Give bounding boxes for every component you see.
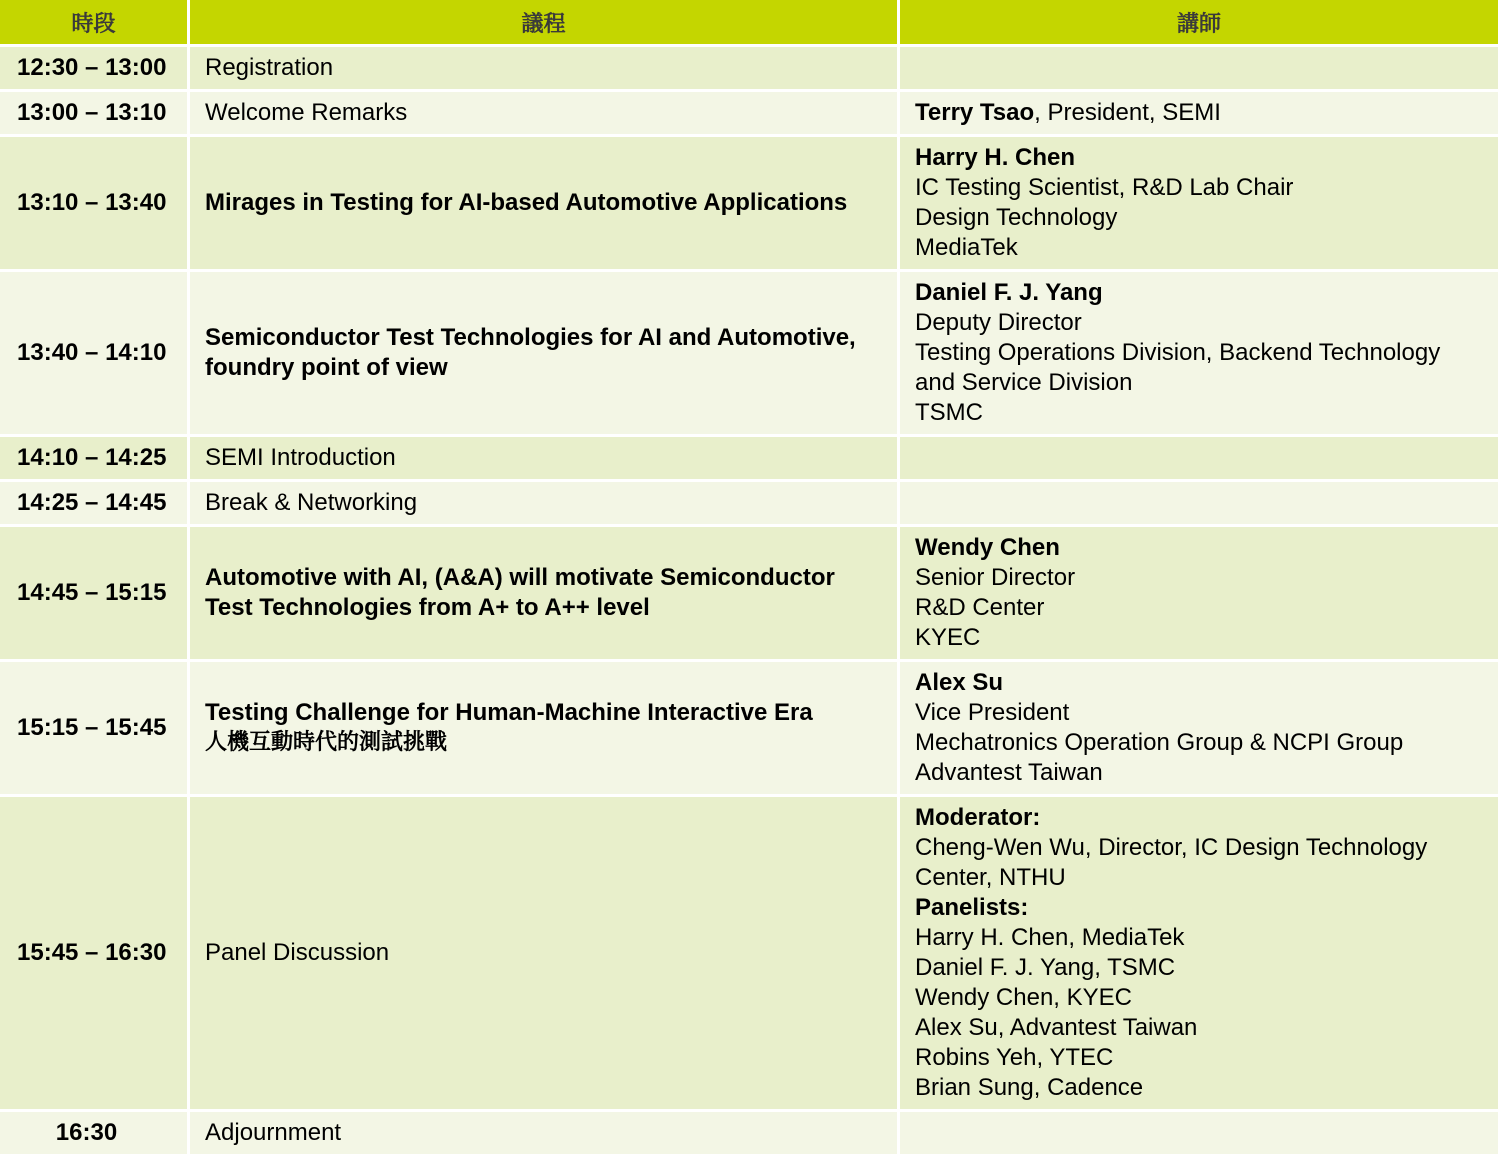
speaker-line: Testing Operations Division, Backend Technology and Service Division	[915, 339, 1441, 396]
table-row	[0, 437, 1498, 482]
panelist-item: Alex Su, Advantest Taiwan	[915, 1014, 1198, 1041]
speaker-line: Mechatronics Operation Group & NCPI Group	[915, 729, 1404, 756]
speaker-line: Vice President	[915, 699, 1070, 726]
time-cell: 14:25 – 14:45	[0, 482, 190, 527]
speaker-line: R&D Center	[915, 594, 1045, 621]
header-agenda: 議程	[190, 0, 900, 47]
table-row	[0, 482, 1498, 527]
panelist-item: Wendy Chen, KYEC	[915, 984, 1132, 1011]
table-row	[0, 527, 1498, 662]
speaker-line: Senior Director	[915, 564, 1076, 591]
agenda-cell: Automotive with AI, (A&A) will motivate Semiconductor Test Technologies from A+ to A++ level	[190, 527, 900, 662]
speaker-cell	[900, 1112, 1498, 1157]
agenda-title: Testing Challenge for Human-Machine Interactive Era	[205, 699, 813, 726]
speaker-name: Terry Tsao	[915, 99, 1035, 126]
speaker-line: IC Testing Scientist, R&D Lab Chair	[915, 174, 1294, 201]
agenda-cell: Mirages in Testing for AI-based Automotive Applications	[190, 137, 900, 272]
speaker-cell	[900, 137, 1498, 272]
table-row	[0, 272, 1498, 437]
time-cell: 16:30	[0, 1112, 190, 1157]
moderator-text: Cheng-Wen Wu, Director, IC Design Technology Center, NTHU	[915, 834, 1428, 891]
panelist-item: Daniel F. J. Yang, TSMC	[915, 954, 1176, 981]
time-cell: 15:15 – 15:45	[0, 662, 190, 797]
speaker-cell	[900, 527, 1498, 662]
agenda-cell: Semiconductor Test Technologies for AI and Automotive, foundry point of view	[190, 272, 900, 437]
agenda-cell: Registration	[190, 47, 900, 92]
panelists-label: Panelists:	[915, 894, 1029, 921]
panelist-item: Brian Sung, Cadence	[915, 1074, 1144, 1101]
agenda-cell: Break & Networking	[190, 482, 900, 527]
agenda-title-zh: 人機互動時代的測試挑戰	[205, 730, 448, 755]
speaker-cell	[900, 272, 1498, 437]
speaker-line: MediaTek	[915, 234, 1018, 261]
speaker-cell	[900, 47, 1498, 92]
speaker-title: , President, SEMI	[1034, 99, 1221, 126]
speaker-name: Harry H. Chen	[915, 144, 1076, 171]
time-cell: 13:00 – 13:10	[0, 92, 190, 137]
speaker-line: Advantest Taiwan	[915, 759, 1103, 786]
speaker-cell	[900, 482, 1498, 527]
speaker-cell	[900, 797, 1498, 1112]
time-cell: 12:30 – 13:00	[0, 47, 190, 92]
agenda-cell: Panel Discussion	[190, 797, 900, 1112]
table-row	[0, 797, 1498, 1112]
speaker-line: KYEC	[915, 624, 981, 651]
time-cell: 14:45 – 15:15	[0, 527, 190, 662]
time-cell: 15:45 – 16:30	[0, 797, 190, 1112]
agenda-cell: Welcome Remarks	[190, 92, 900, 137]
speaker-name: Alex Su	[915, 669, 1004, 696]
speaker-line: Design Technology	[915, 204, 1118, 231]
time-cell: 13:40 – 14:10	[0, 272, 190, 437]
panelist-item: Robins Yeh, YTEC	[915, 1044, 1114, 1071]
table-row	[0, 92, 1498, 137]
table-row	[0, 1112, 1498, 1157]
speaker-line: TSMC	[915, 399, 983, 426]
panelist-item: Harry H. Chen, MediaTek	[915, 924, 1185, 951]
header-time: 時段	[0, 0, 190, 47]
speaker-name: Wendy Chen	[915, 534, 1060, 561]
agenda-cell: SEMI Introduction	[190, 437, 900, 482]
speaker-cell	[900, 92, 1498, 137]
speaker-line: Deputy Director	[915, 309, 1082, 336]
agenda-cell	[190, 662, 900, 797]
table-row	[0, 47, 1498, 92]
moderator-label: Moderator:	[915, 804, 1041, 831]
table-row	[0, 137, 1498, 272]
header-speaker: 講師	[900, 0, 1498, 47]
speaker-cell	[900, 437, 1498, 482]
header-row	[0, 0, 1498, 47]
time-cell: 13:10 – 13:40	[0, 137, 190, 272]
table-row	[0, 662, 1498, 797]
agenda-cell: Adjournment	[190, 1112, 900, 1157]
speaker-cell	[900, 662, 1498, 797]
time-cell: 14:10 – 14:25	[0, 437, 190, 482]
speaker-name: Daniel F. J. Yang	[915, 279, 1103, 306]
